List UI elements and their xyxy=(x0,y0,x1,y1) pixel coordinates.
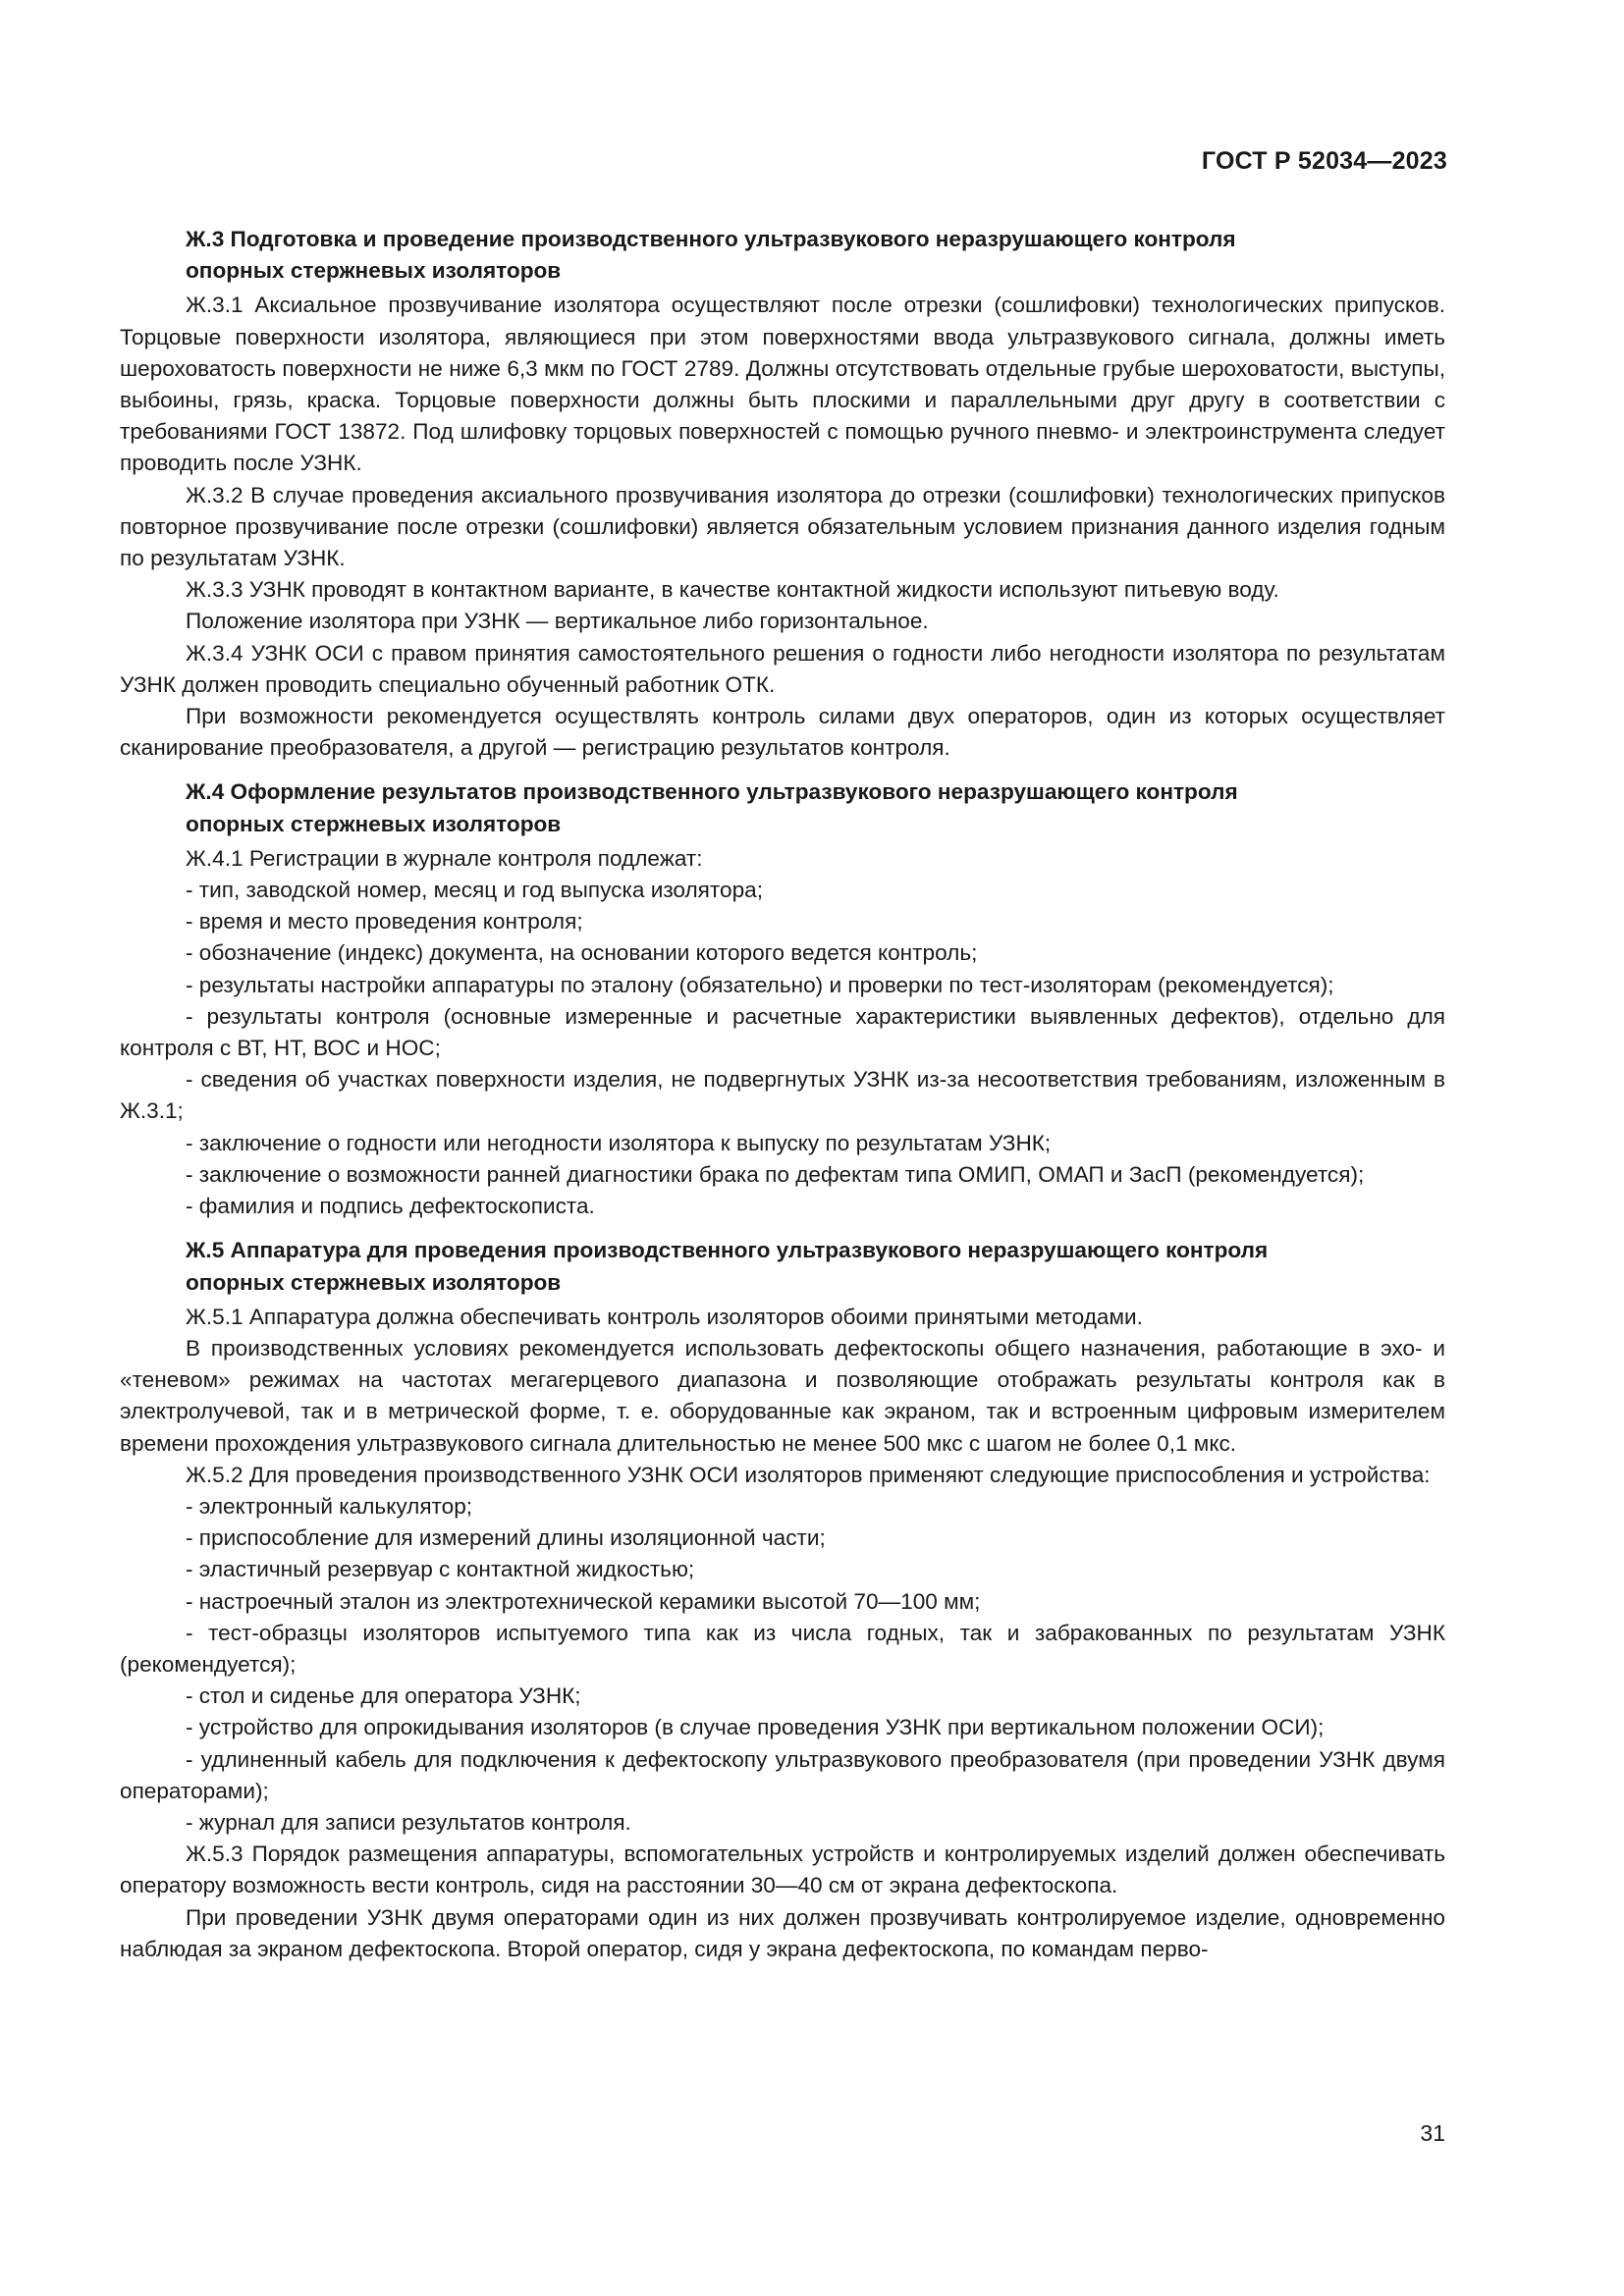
paragraph: Ж.3.1 Аксиальное прозвучивание изолятора осуществляют после отрезки (сошлифовки) технологических припусков. Торцовые поверхности изолятора, являющиеся при этом поверхностями ввода ультразвукового сигнала, должны иметь шероховатость поверхности не ниже 6,3 мкм по ГОСТ 2789. Должны отсутствовать отдельные грубые шероховатости, выступы, выбоины, грязь, краска. Торцовые поверхности должны быть плоскими и параллельными друг другу в соответствии с требованиями ГОСТ 13872. Под шлифовку торцовых поверхностей с помощью ручного пневмо- и электроинструмента следует проводить после УЗНК. xyxy=(120,293,1445,476)
section-heading: Ж.4 Оформление результатов производственного ультразвукового неразрушающего контроля xyxy=(186,779,1238,805)
section-heading-continuation: опорных стержневых изоляторов xyxy=(186,811,562,836)
list-item: - заключение о годности или негодности изолятора к выпуску по результатам УЗНК; xyxy=(186,1130,1052,1155)
paragraph: Ж.3.3 УЗНК проводят в контактном варианте, в качестве контактной жидкости используют питьевую воду. xyxy=(186,577,1279,603)
paragraph: При проведении УЗНК двумя операторами один из них должен прозвучивать контролируемое изделие, одновременно наблюдая за экраном дефектоскопа. Второй оператор, сидя у экрана дефектоскопа, по командам перво- xyxy=(120,1904,1445,1961)
list-item: - тип, заводской номер, месяц и год выпуска изолятора; xyxy=(186,878,763,903)
page-number: 31 xyxy=(1420,2120,1445,2146)
paragraph: Ж.5.3 Порядок размещения аппаратуры, вспомогательных устройств и контролируемых изделий должен обеспечивать оператору возможность вести контроль, сидя на расстоянии 30—40 см от экрана дефектоскопа. xyxy=(120,1842,1445,1898)
section-heading-continuation: опорных стержневых изоляторов xyxy=(186,258,562,284)
section-heading: Ж.3 Подготовка и проведение производственного ультразвукового неразрушающего контроля xyxy=(186,227,1236,251)
paragraph: Ж.4.1 Регистрации в журнале контроля подлежат: xyxy=(186,845,703,871)
list-item: - результаты настройки аппаратуры по эталону (обязательно) и проверки по тест-изоляторам (рекомендуется); xyxy=(186,972,1334,997)
list-item: - сведения об участках поверхности изделия, не подвергнутых УЗНК из-за несоответствия требованиям, изложенным в Ж.3.1; xyxy=(120,1067,1445,1124)
section-heading: Ж.5 Аппаратура для проведения производственного ультразвукового неразрушающего контроля xyxy=(186,1238,1269,1263)
list-item: - приспособление для измерений длины изоляционной части; xyxy=(186,1525,826,1551)
list-item: - результаты контроля (основные измеренные и расчетные характеристики выявленных дефектов), отдельно для контроля с ВТ, НТ, ВОС и НОС; xyxy=(120,1003,1445,1061)
list-item: - электронный калькулятор; xyxy=(186,1493,473,1519)
list-item: - устройство для опрокидывания изоляторов (в случае проведения УЗНК при вертикальном положении ОСИ); xyxy=(186,1715,1325,1740)
paragraph: Ж.5.2 Для проведения производственного УЗНК ОСИ изоляторов применяют следующие приспособления и устройства: xyxy=(186,1462,1431,1487)
paragraph: При возможности рекомендуется осуществлять контроль силами двух операторов, один из которых осуществляет сканирование преобразователя, а другой — регистрацию результатов контроля. xyxy=(120,704,1445,761)
paragraph: Ж.3.2 В случае проведения аксиального прозвучивания изолятора до отрезки (сошлифовки) технологических припусков повторное прозвучивание после отрезки (сошлифовки) является обязательным условием признания данного изделия годным по результатам УЗНК. xyxy=(120,482,1445,571)
list-item: - тест-образцы изоляторов испытуемого типа как из числа годных, так и забракованных по результатам УЗНК (рекомендуется); xyxy=(120,1620,1445,1677)
list-item: - обозначение (индекс) документа, на основании которого ведется контроль; xyxy=(186,940,978,966)
paragraph: Ж.5.1 Аппаратура должна обеспечивать контроль изоляторов обоими принятыми методами. xyxy=(186,1304,1143,1329)
document-body xyxy=(120,224,1445,1965)
list-item: - настроечный эталон из электротехнической керамики высотой 70—100 мм; xyxy=(186,1588,981,1614)
list-item: - стол и сиденье для оператора УЗНК; xyxy=(186,1683,581,1709)
paragraph: Ж.3.4 УЗНК ОСИ с правом принятия самостоятельного решения о годности либо негодности изолятора по результатам УЗНК должен проводить специально обученный работник ОТК. xyxy=(120,640,1445,697)
list-item: - удлиненный кабель для подключения к дефектоскопу ультразвукового преобразователя (при проведении УЗНК двумя операторами); xyxy=(120,1746,1445,1803)
list-item: - время и место проведения контроля; xyxy=(186,909,583,934)
list-item: - фамилия и подпись дефектоскописта. xyxy=(186,1194,595,1219)
list-item: - эластичный резервуар с контактной жидкостью; xyxy=(186,1557,695,1582)
paragraph: В производственных условиях рекомендуется использовать дефектоскопы общего назначения, работающие в эхо- и «теневом» режимах на частотах мегагерцевого диапазона и позволяющие отображать результаты контроля как в электролучевой, так и в метрической форме, т. е. оборудованные как экраном, так и встроенным цифровым измерителем времени прохождения ультразвукового сигнала длительностью не менее 500 мкс с шагом не более 0,1 мкс. xyxy=(120,1335,1445,1456)
section-heading-continuation: опорных стержневых изоляторов xyxy=(186,1269,562,1295)
list-item: - журнал для записи результатов контроля. xyxy=(186,1809,631,1835)
list-item: - заключение о возможности ранней диагностики брака по дефектам типа ОМИП, ОМАП и ЗасП (рекомендуется); xyxy=(186,1161,1365,1187)
standard-designation: ГОСТ Р 52034—2023 xyxy=(1201,147,1447,175)
paragraph: Положение изолятора при УЗНК — вертикальное либо горизонтальное. xyxy=(186,609,929,634)
